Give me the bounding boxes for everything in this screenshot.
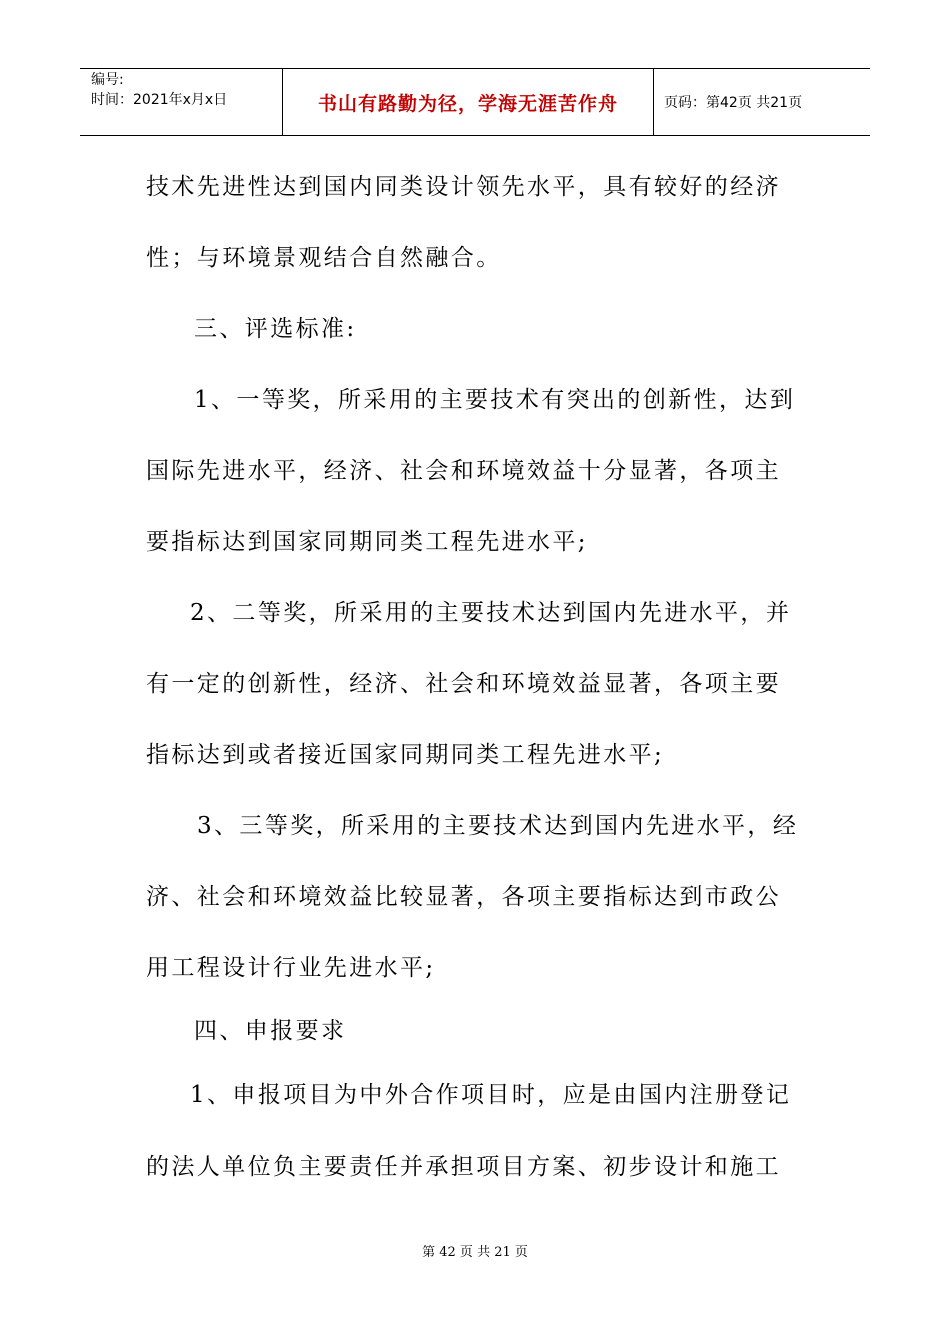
body-line: 3、三等奖，所采用的主要技术达到国内先进水平，经 [197, 813, 799, 839]
header-page-cell [654, 69, 870, 135]
body-line: 的法人单位负主要责任并承担项目方案、初步设计和施工 [146, 1154, 781, 1180]
document-number-label: 编号: [91, 72, 124, 88]
body-line: 性；与环境景观结合自然融合。 [146, 245, 502, 271]
header-info-cell [80, 69, 283, 135]
document-time-label: 时间：2021年x月x日 [91, 92, 228, 108]
body-line: 2、二等奖，所采用的主要技术达到国内先进水平，并 [190, 600, 792, 626]
section-heading-requirements: 四、申报要求 [194, 1018, 347, 1044]
body-line: 济、社会和环境效益比较显著，各项主要指标达到市政公 [146, 884, 781, 910]
body-line: 技术先进性达到国内同类设计领先水平，具有较好的经济 [146, 174, 781, 200]
page-header [80, 68, 870, 136]
section-heading-criteria: 三、评选标准: [194, 316, 357, 342]
body-line: 1、申报项目为中外合作项目时，应是由国内注册登记 [190, 1082, 792, 1108]
page-footer: 第 42 页 共 21 页 [422, 1245, 528, 1260]
body-line: 1、一等奖，所采用的主要技术有突出的创新性，达到 [194, 387, 796, 413]
body-line: 指标达到或者接近国家同期同类工程先进水平; [146, 742, 665, 768]
header-page-code: 页码：第42页 共21页 [664, 95, 803, 111]
body-line: 要指标达到国家同期同类工程先进水平; [146, 529, 588, 555]
body-line: 有一定的创新性，经济、社会和环境效益显著，各项主要 [146, 671, 781, 697]
header-motto: 书山有路勤为径，学海无涯苦作舟 [317, 92, 618, 115]
header-motto-cell [283, 69, 654, 135]
body-line: 用工程设计行业先进水平; [146, 955, 436, 981]
body-line: 国际先进水平，经济、社会和环境效益十分显著，各项主 [146, 458, 781, 484]
